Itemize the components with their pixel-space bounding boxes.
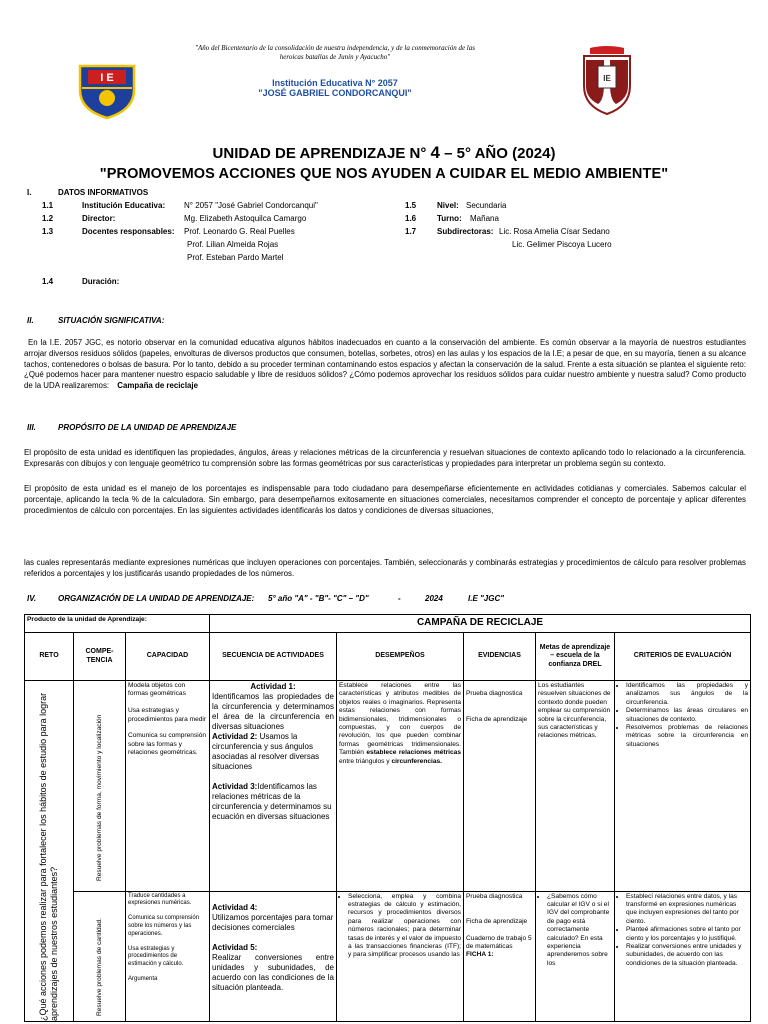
item-1-5-label: Nivel: <box>437 201 459 210</box>
activity-4-title: Actividad 4: <box>212 902 258 912</box>
activity-4-text: Utilizamos porcentajes para tomar decisiones comerciales <box>212 912 334 932</box>
metas-cantidad <box>536 891 615 1021</box>
unit-title-suffix: – 5° AÑO (2024) <box>444 145 556 162</box>
evidencia-bold: FICHA 1: <box>466 951 494 959</box>
activity-1-title: Actividad 1: <box>250 682 296 691</box>
section4-school: I.E "JGC" <box>468 594 505 603</box>
unit-organization-table <box>24 614 751 1022</box>
header-competencia: COMPE-TENCIA <box>74 633 126 681</box>
evidencias-forma <box>464 681 536 892</box>
activity-2-text: Usamos la circunferencia y sus ángulos asociadas al resolver diversas situaciones <box>212 732 320 771</box>
criterios-forma <box>615 681 751 892</box>
section4-number: IV. <box>27 594 37 603</box>
item-1-7-num: 1.7 <box>405 227 417 236</box>
capacidad-item: Comunica su comprensión sobre los números y las operaciones. <box>128 915 200 937</box>
criterio-item: • Resolvemos problemas de relaciones métricas sobre la circunferencia en situaciones <box>626 724 748 749</box>
section3-title: PROPÓSITO DE LA UNIDAD DE APRENDIZAJE <box>58 423 237 432</box>
situation-paragraph <box>24 338 746 392</box>
competencia-cantidad: Resuelve problemas de cantidad. <box>95 918 103 1017</box>
unit-theme: "PROMOVEMOS ACCIONES QUE NOS AYUDEN A CUIDAR EL MEDIO AMBIENTE" <box>99 166 669 182</box>
situation-text: En la I.E. 2057 JGC, es notorio observar en la comunidad educativa algunos hábitos inadecuados en cuanto a la conservación del ambiente. Es común observar a la mayoría de nuestros estudiantes arrojar diversos residuos sólidos (papeles, envolturas de diversos productos que consumen, botellas, sorbetes, otros) en las aulas y los espacios de la I.E; a pesar de que, en su mayoría, tienen a su alcance tachos, contenedores o bolsas de basura. Por lo tanto, debido a su proceder terminan contaminando estos espacios y afectan la conservación de la salud. Frente a esta situación se plantea el siguiente reto: ¿Qué podemos hacer para mantener nuestro espacio saludable y libre de residuos sólidos? ¿Cómo podemos aprovechar los residuos sólidos para cuidar nuestro ambiente y nuestra salud? Como producto de la UDA realizaremos: <box>24 338 746 391</box>
purpose-paragraph-2: El propósito de esta unidad es el manejo de los porcentajes es indispensable para todo ciudadano para desempeñarse eficientemente en actividades cotidianas y comerciales. Sabemos calcular el porcentaje, aplicando la tecla % de la calculadora. Sin embargo, para desempeñarnos exitosamente en situaciones comerciales, necesitamos comprender el concepto de porcentaje y aplicar diferentes procedimientos de cálculo con porcentajes. En las siguientes actividades identificarás los datos y condiciones de diversas situaciones, <box>24 484 746 515</box>
secuencia-actividades-2 <box>210 891 337 1021</box>
header-secuencia: SECUENCIA DE ACTIVIDADES <box>210 633 337 681</box>
uda-product: Campaña de reciclaje <box>117 381 198 391</box>
evidencia-item: Prueba diagnostica <box>466 690 523 698</box>
reto-cell <box>25 681 74 1022</box>
header-criterios: CRITERIOS DE EVALUACIÓN <box>615 633 751 681</box>
item-1-5-num: 1.5 <box>405 201 417 210</box>
criterios-cantidad <box>615 891 751 1021</box>
capacidad-item: Comunica su comprensión sobre las formas y relaciones geométricas. <box>128 732 207 757</box>
item-1-2-num: 1.2 <box>42 214 54 223</box>
section3-number: III. <box>27 423 36 432</box>
unit-title-prefix: UNIDAD DE APRENDIZAJE N° <box>212 145 427 162</box>
meta-item: • ¿Sabemos cómo calcular el IGV o si el IGV del comprobante de pago está correctamente calculado? En esta experiencia aprenderemos sobre los <box>547 893 612 969</box>
capacidad-item: Argumenta <box>128 976 158 983</box>
criterio-item: • Realizar conversiones entre unidades y subunidades, de acuerdo con las condiciones de la situación planteada. <box>626 943 748 968</box>
capacidad-item: Usa estrategias y procedimientos de estimación y cálculo. <box>128 945 184 967</box>
item-1-1-num: 1.1 <box>42 201 54 210</box>
desempenos-forma <box>337 681 464 892</box>
desempeno-bold: establece relaciones métricas <box>366 749 461 757</box>
activity-5-title: Actividad 5: <box>212 942 258 952</box>
criterio-item: • Establecí relaciones entre datos, y las transformé en expresiones numéricas que incluyen expresiones del tanto por ciento. <box>626 893 748 927</box>
competencia-cantidad-cell <box>74 891 126 1021</box>
capacidad-item: Traduce cantidades a expresiones numéricas. <box>128 892 192 907</box>
metas-forma: Los estudiantes resuelven situaciones de contexto donde pueden emplear su comprensión sobre la circunferencia, sus características y relaciones métricas. <box>536 681 615 892</box>
section2-number: II. <box>27 316 34 325</box>
header-capacidad: CAPACIDAD <box>126 633 210 681</box>
activity-1-text: Identificamos las propiedades de la circunferencia y determinamos el área de la circunferencia en diversas situaciones <box>212 692 334 731</box>
evidencias-cantidad <box>464 891 536 1021</box>
desempeno-text: Establece relaciones entre las características y atributos medibles de objetos reales o imaginarios. Representa estas relaciones con formas bidimensionales, tridimensionales o compuestas, y con cuerpos de revolución, los que pueden combinar formas geométricas tridimensionales. También <box>339 682 461 757</box>
criterio-item: • Determinamos las áreas circulares en situaciones de contexto. <box>626 707 748 724</box>
item-1-6-num: 1.6 <box>405 214 417 223</box>
section2-title: SITUACIÓN SIGNIFICATIVA: <box>58 316 165 325</box>
item-1-2-label: Director: <box>82 214 116 223</box>
item-1-4-label: Duración: <box>82 277 120 286</box>
evidencia-item: Ficha de aprendizaje <box>466 715 528 723</box>
criterio-item: • Planteé afirmaciones sobre el tanto por ciento y los porcentajes y lo justifiqué. <box>626 926 748 943</box>
section4-year: 2024 <box>425 594 443 603</box>
section4-dash: - <box>398 594 401 603</box>
teacher-2: Prof. Lilian Almeida Rojas <box>187 240 279 249</box>
item-1-3-label: Docentes responsables: <box>82 227 175 236</box>
item-1-4-num: 1.4 <box>42 277 54 286</box>
capacidades-cantidad <box>126 891 210 1021</box>
logo-left-text: I E <box>100 72 114 84</box>
teacher-3: Prof. Esteban Pardo Martel <box>187 253 284 262</box>
school-logo-left <box>76 60 138 120</box>
capacidades-forma <box>126 681 210 892</box>
item-1-2-value: Mg. Elizabeth Astoquilca Camargo <box>184 214 307 223</box>
item-1-3-num: 1.3 <box>42 227 54 236</box>
item-1-7-value: Lic. Rosa Amelia Císar Sedano <box>499 227 610 236</box>
logo-right-text: IE <box>603 74 611 83</box>
criterio-item: • Identificamos las propiedades y analizamos sus ángulos de la circunferencia. <box>626 682 748 707</box>
item-1-6-label: Turno: <box>437 214 462 223</box>
section4-title: ORGANIZACIÓN DE LA UNIDAD DE APRENDIZAJE: <box>58 594 255 603</box>
header-evidencias: EVIDENCIAS <box>464 633 536 681</box>
desempeno-item: • Selecciona, emplea y combina estrategias de cálculo y estimación, recursos y procedimientos diversos para realizar operaciones con números racionales; para determinar tasas de interés y el valor de impuesto a las transacciones financieras (ITF); y para simplificar procesos usando las <box>348 893 461 960</box>
item-1-7-label: Subdirectoras: <box>437 227 494 236</box>
capacidad-item: Modela objetos con formas geométricas <box>128 682 186 698</box>
reto-text: ¿Qué acciones podemos realizar para fortalecer los hábitos de estudio para lograr aprendizajes de nuestros estudiantes? <box>38 692 59 1021</box>
desempenos-cantidad <box>337 891 464 1021</box>
header-reto: RETO <box>25 633 74 681</box>
header-metas: Metas de aprendizaje – escuela de la confianza DREL <box>536 633 615 681</box>
year-motto: "Año del Bicentenario de la consolidación de nuestra independencia, y de la conmemoración de las heroicas batallas de Junín y Ayacucho" <box>195 44 475 61</box>
secuencia-actividades-1 <box>210 681 337 892</box>
capacidad-item: Usa estrategias y procedimientos para medir <box>128 707 207 723</box>
institution-full-name: "JOSÉ GABRIEL CONDORCANQUI" <box>258 88 412 98</box>
purpose-paragraph-3: las cuales representarás mediante expresiones numéricas que incluyen operaciones con porcentajes. También, seleccionarás y combinarás estrategias y procedimientos de cálculo para resolver problemas referidos a porcentajes y los justificarás usando propiedades de los números. <box>24 558 746 578</box>
activity-3-text: Identificamos las relaciones métricas de la circunferencia y determinamos su ecuación en diversas situaciones <box>212 782 332 821</box>
desempeno-end: entre triángulos y <box>339 757 390 765</box>
section4-grades: 5° año "A" - "B"- "C" – "D" <box>268 594 369 603</box>
school-crest-right <box>578 44 636 118</box>
item-1-5-value: Secundaria <box>466 201 507 210</box>
header-desempenos: DESEMPEÑOS <box>337 633 464 681</box>
competencia-forma: Resuelve problemas de forma, movimiento y localización <box>95 714 103 881</box>
unit-number: 4 <box>430 143 440 162</box>
institution-name: Institución Educativa N° 2057 <box>272 78 398 88</box>
section1-title: DATOS INFORMATIVOS <box>58 188 149 197</box>
item-1-3-value: Prof. Leonardo G. Real Puelles <box>184 227 295 236</box>
purpose-paragraph-1: El propósito de esta unidad es identifiquen las propiedades, ángulos, áreas y relaciones métricas de la circunferencia y resuelvan situaciones de contexto aplicando todo lo relacionado a la circunferencia. Expresarás con dibujos y con lenguaje geométrico tu comprensión sobre las formas geométricas por sus características y propiedades para interpretar un problema según su contexto. <box>24 448 746 468</box>
evidencia-item: Ficha de aprendizaje <box>466 917 528 925</box>
evidencia-item: Prueba diagnostica <box>466 892 523 900</box>
activity-3-title: Actividad 3: <box>212 782 258 791</box>
item-1-1-label: Institución Educativa: <box>82 201 166 210</box>
competencia-forma-cell <box>74 681 126 892</box>
subdirector-2: Lic. Gelimer Piscoya Lucero <box>512 240 612 249</box>
item-1-1-value: N° 2057 "José Gabriel Condorcanqui" <box>184 201 318 210</box>
activity-5-text: Realizar conversiones entre unidades y subunidades, de acuerdo con las condiciones de la situación planteada. <box>212 952 334 992</box>
product-label: Producto de la unidad de Aprendizaje: <box>25 615 210 633</box>
product-value: CAMPAÑA DE RECICLAJE <box>210 615 751 633</box>
evidencia-item: Cuaderno de trabajo 5 de matemáticas <box>466 934 532 951</box>
unit-title <box>0 143 768 163</box>
item-1-6-value: Mañana <box>470 214 499 223</box>
activity-2-title: Actividad 2: <box>212 732 258 741</box>
desempeno-bold-2: circunferencias. <box>391 757 443 765</box>
section1-number: I. <box>27 188 32 197</box>
